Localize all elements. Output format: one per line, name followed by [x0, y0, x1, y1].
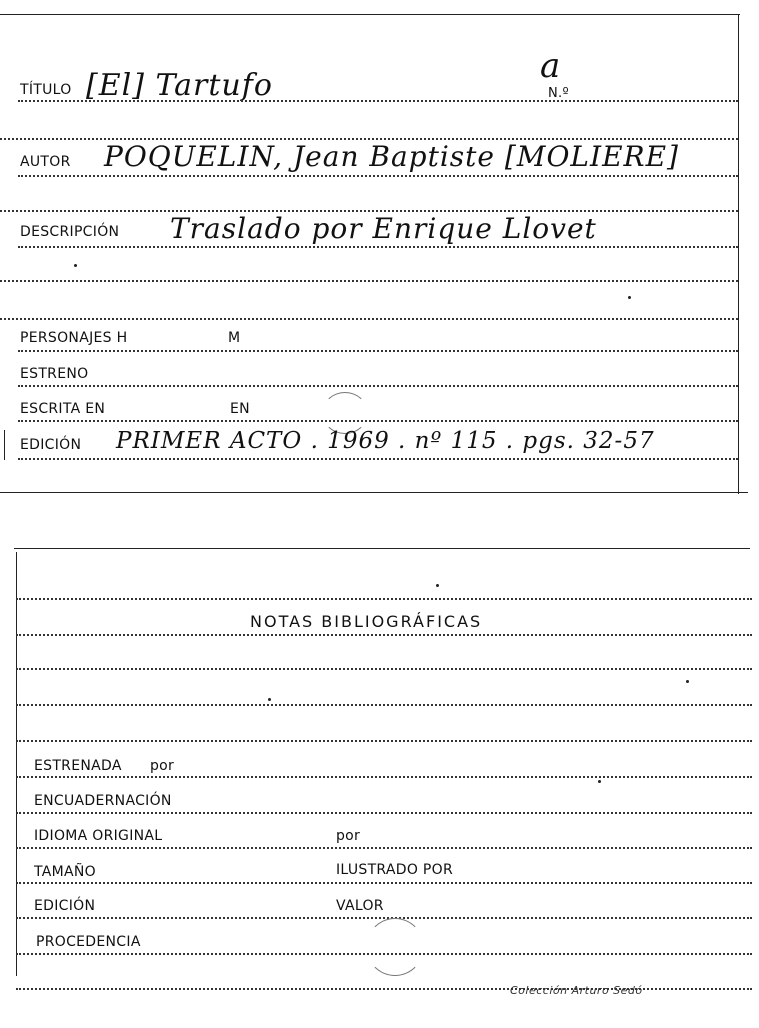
personajes-label: PERSONAJES H: [20, 330, 128, 346]
valor-label: VALOR: [336, 898, 384, 914]
rule: [16, 917, 752, 919]
card-right-border: [738, 14, 739, 494]
procedencia-label: PROCEDENCIA: [36, 934, 141, 950]
ink-speck: [598, 780, 601, 783]
coleccion-note: Colección Arturo Sedó: [510, 984, 643, 997]
rule: [16, 882, 752, 884]
rule: [16, 776, 752, 778]
rule: [18, 458, 738, 460]
en-label: EN: [230, 401, 250, 417]
card-top-border: [0, 14, 740, 15]
paper-scuff: [366, 918, 424, 976]
rule: [16, 634, 752, 636]
edicion-value: PRIMER ACTO . 1969 . nº 115 . pgs. 32-57: [116, 428, 655, 454]
estrenada-label: ESTRENADA: [34, 758, 122, 774]
ink-speck: [74, 264, 77, 267]
escrita-en-label: ESCRITA EN: [20, 401, 106, 417]
numero-label: N.º: [548, 86, 569, 101]
card-top-border: [14, 548, 750, 549]
idioma-por: por: [336, 828, 361, 844]
ink-speck: [436, 584, 439, 587]
rule: [18, 385, 738, 387]
titulo-value: [El] Tartufo: [86, 68, 273, 103]
autor-label: AUTOR: [20, 154, 71, 170]
ink-speck: [628, 296, 631, 299]
ink-speck: [268, 698, 271, 701]
rule: [18, 246, 738, 248]
notas-title: NOTAS BIBLIOGRÁFICAS: [250, 612, 483, 631]
encuadernacion-label: ENCUADERNACIÓN: [34, 793, 172, 809]
personajes-m-label: M: [228, 330, 241, 346]
ink-speck: [686, 680, 689, 683]
titulo-label: TÍTULO: [20, 82, 72, 98]
idioma-label: IDIOMA ORIGINAL: [34, 828, 163, 844]
descripcion-value: Traslado por Enrique Llovet: [170, 212, 597, 245]
card-left-border: [16, 552, 17, 976]
rule: [18, 175, 738, 177]
estreno-label: ESTRENO: [20, 366, 89, 382]
rule: [16, 740, 752, 742]
edicion-label: EDICIÓN: [34, 898, 96, 914]
card-bottom-border: [0, 492, 748, 493]
rule: [18, 420, 738, 422]
tamano-label: TAMAÑO: [34, 864, 96, 880]
rule: [16, 704, 752, 706]
rule: [0, 280, 738, 282]
descripcion-label: DESCRIPCIÓN: [20, 224, 120, 240]
estrenada-por: por: [150, 758, 175, 774]
ilustrado-label: ILUSTRADO POR: [336, 862, 453, 878]
card-left-tick: [4, 430, 5, 460]
rule: [16, 847, 752, 849]
rule: [16, 668, 752, 670]
edicion-label: EDICIÓN: [20, 437, 82, 453]
rule: [18, 100, 738, 102]
rule: [18, 350, 738, 352]
rule: [16, 598, 752, 600]
autor-value: POQUELIN, Jean Baptiste [MOLIERE]: [104, 140, 679, 173]
rule: [0, 318, 738, 320]
numero-value: a: [540, 46, 562, 86]
catalog-card-notes: [0, 540, 759, 1028]
catalog-card-front: [0, 0, 759, 495]
rule: [16, 812, 752, 814]
